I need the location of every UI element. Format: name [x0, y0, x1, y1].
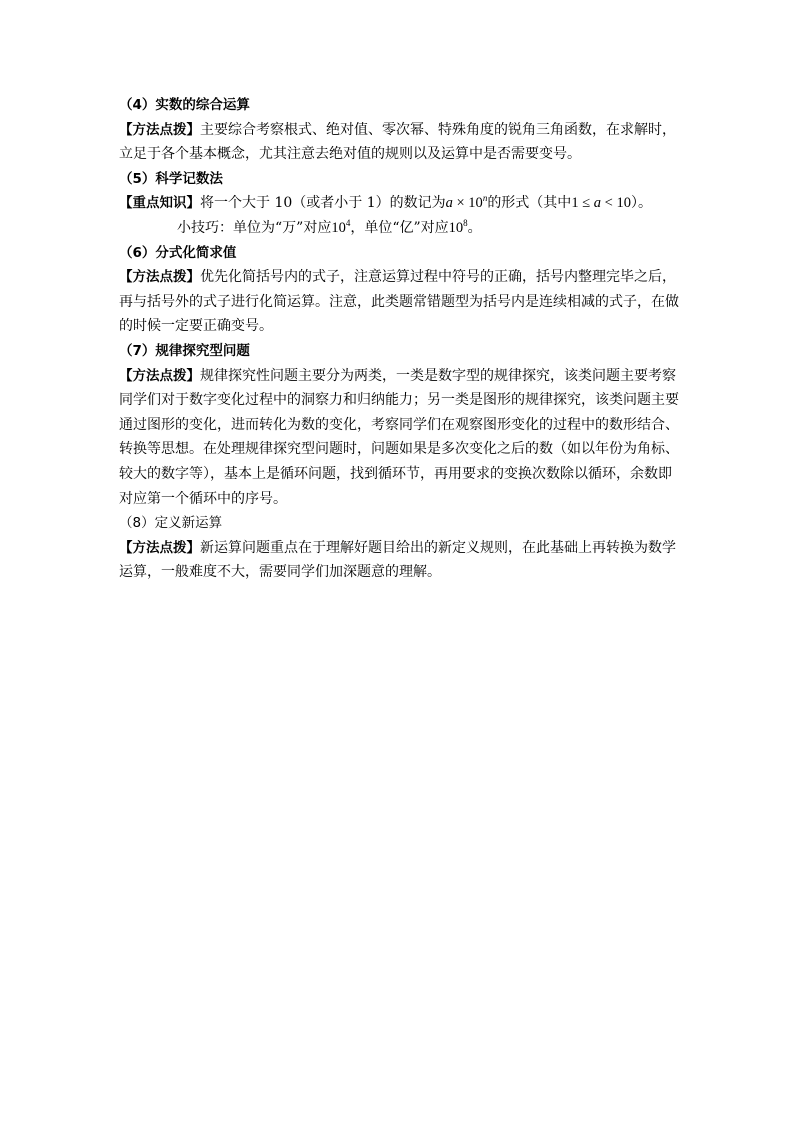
section-5-text-a: 将一个大于 10（或者小于 1）的数记为 [200, 195, 446, 212]
section-8-text-2: 运算，一般难度不大，需要同学们加深题意的理解。 [119, 564, 441, 581]
section-7-text-1: 规律探究性问题主要分为两类，一类是数字型的规律探究，该类问题主要考察 [200, 367, 676, 384]
power-ten-8 [448, 217, 468, 236]
tip-base-2: 10 [448, 219, 464, 236]
method-tag: 【方法点拨】 [119, 121, 200, 138]
var-a: a [445, 195, 453, 212]
section-7-text-3: 通过图形的变化，进而转化为数的变化，考察同学们在观察图形变化的过程中的数形结合、 [119, 416, 679, 433]
section-4-heading: （4）实数的综合运算 [119, 97, 250, 113]
document-page [119, 93, 679, 585]
tip-label: 小技巧： [177, 219, 233, 236]
section-5-text-c: ）。 [630, 195, 652, 212]
section-7-text-5: 较大的数字等），基本上是循环问题，找到循环节，再用要求的变换次数除以循环，余数即 [119, 465, 672, 482]
section-8-text-1: 新运算问题重点在于理解好题目给出的新定义规则，在此基础上再转换为数学 [200, 539, 676, 556]
method-tag: 【方法点拨】 [119, 539, 200, 556]
range-formula [571, 195, 631, 211]
tip-text-c: 。 [467, 219, 482, 236]
section-6-text-2: 再与括号外的式子进行化简运算。注意，此类题常错题型为括号内是连续相减的式子，在做 [119, 293, 679, 310]
section-7-text-6: 对应第一个循环中的序号。 [119, 490, 287, 507]
range-left: 1 ≤ [571, 195, 594, 212]
section-6-heading: （6）分式化简求值 [119, 244, 237, 261]
scientific-notation-formula [446, 195, 488, 211]
section-5-line-1 [119, 191, 679, 216]
tip-text-a: 单位为“万”对应 [233, 219, 332, 236]
range-right: < 10 [601, 195, 631, 212]
key-knowledge-tag: 【重点知识】 [119, 195, 200, 212]
tip-exp-1: 4 [345, 217, 351, 228]
section-5-heading: （5）科学记数法 [119, 170, 223, 187]
tip-base-1: 10 [331, 219, 346, 236]
times-ten: × 10 [452, 195, 483, 212]
section-7-text-2: 同学们对于数字变化过程中的洞察力和归纳能力；另一类是图形的规律探究，该类问题主要 [119, 392, 679, 409]
section-7-text-4: 转换等思想。在处理规律探究型问题时，问题如果是多次变化之后的数（如以年份为角标、 [119, 441, 679, 458]
section-6-text-3: 的时候一定要正确变号。 [119, 318, 273, 335]
section-6-line-1 [119, 265, 679, 290]
section-6-text-1: 优先化简括号内的式子，注意运算过程中符号的正确，括号内整理完毕之后， [200, 269, 676, 286]
tip-exp-2: 8 [463, 217, 468, 228]
section-7-heading: （7）规律探究型问题 [119, 342, 250, 359]
method-tag: 【方法点拨】 [119, 269, 200, 286]
exponent-n: n [482, 193, 488, 204]
section-4-text-2: 立足于各个基本概念，尤其注意去绝对值的规则以及运算中是否需要变号。 [119, 146, 581, 163]
section-7-line-1 [119, 364, 679, 389]
method-tag: 【方法点拨】 [119, 367, 200, 384]
tip-text-b: ，单位“亿”对应 [350, 219, 449, 236]
section-4-line-1 [119, 118, 679, 143]
range-var-a: a [593, 195, 602, 212]
tip-line [119, 216, 679, 241]
section-4-text-1: 主要综合考察根式、绝对值、零次幂、特殊角度的锐角三角函数，在求解时， [200, 121, 676, 138]
section-8-heading: （8）定义新运算 [119, 515, 223, 532]
power-ten-4 [331, 217, 351, 236]
section-8-line-1 [119, 536, 679, 561]
section-5-text-b: 的形式（其中 [487, 195, 572, 212]
